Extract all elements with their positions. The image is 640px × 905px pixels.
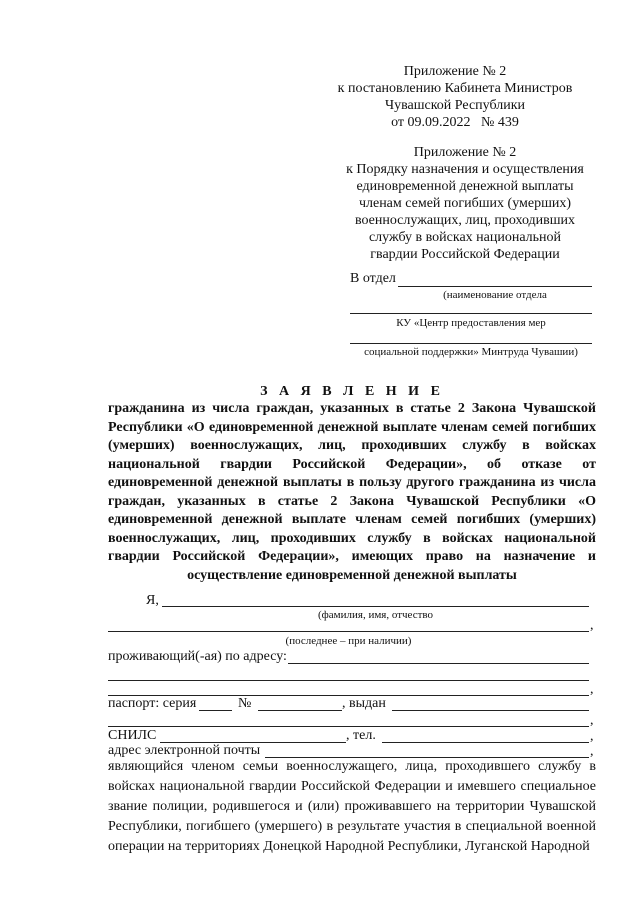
- passport-number-label: №: [238, 696, 252, 711]
- snils-label: СНИЛС: [108, 728, 157, 743]
- comma: ,: [590, 682, 594, 697]
- annex-2-line: единовременной денежной выплаты: [356, 179, 574, 194]
- annex-2-line: к Порядку назначения и осуществления: [346, 162, 584, 177]
- address-label: проживающий(-ая) по адресу:: [108, 649, 287, 664]
- comma: ,: [590, 618, 594, 633]
- annex-1-line: Чувашской Республики: [384, 98, 526, 113]
- document-title: З А Я В Л Е Н И Е: [260, 384, 444, 399]
- department-field[interactable]: [398, 286, 592, 287]
- to-department-label: В отдел: [350, 271, 396, 286]
- annex-2-line: Приложение № 2: [413, 145, 517, 160]
- annex-1-line: к постановлению Кабинета Министров: [337, 81, 573, 96]
- address-field-2[interactable]: [108, 680, 589, 681]
- center-name-line-2: социальной поддержки» Минтруда Чувашии): [364, 346, 578, 358]
- annex-2-line: членам семей погибших (умерших): [358, 196, 572, 211]
- passport-series-field[interactable]: [199, 710, 232, 711]
- document-subtitle: гражданина из числа граждан, указанных в статье 2 Закона Чувашской Республики «О единовременной денежной выплате членам семей погибших (умерших) военнослужащих, лиц, проходивших службу в войсках национальной гвардии Российской Федерации», об отказе от единовременной денежной выплаты в пользу другого гражданина из числа граждан, указанных в статье 2 Закона Чувашской Республики «О единовременной денежной выплате членам семей погибших (умерших) военнослужащих, лиц, проходивших службу в войсках национальной гвардии Российской Федерации», имеющих право на назначение и осуществление единовременной денежной выплаты: [108, 401, 596, 583]
- annex-header-1: [335, 63, 575, 131]
- body-paragraph: являющийся членом семьи военнослужащего, лица, проходившего службу в войсках национальной гвардии Российской Федерации и имевшего специальное звание полиции, родившегося и (или) проживавшего на территории Чувашской Республики, погибшего (умершего) в результате участия в специальной военной операции на территориях Донецкой Народной Республики, Луганской Народной: [108, 759, 596, 854]
- issued-by-field-2[interactable]: [108, 726, 589, 727]
- passport-series-label: паспорт: серия: [108, 696, 197, 711]
- email-label: адрес электронной почты: [108, 743, 261, 758]
- fio-caption: (фамилия, имя, отчество: [317, 609, 434, 621]
- fio-field-2[interactable]: [108, 631, 589, 632]
- department-field-2[interactable]: [350, 313, 592, 314]
- center-name-line: КУ «Центр предоставления мер: [396, 317, 546, 329]
- phone-label: , тел.: [346, 728, 376, 743]
- address-field[interactable]: [288, 663, 589, 664]
- comma: ,: [590, 729, 594, 744]
- patronymic-caption: (последнее – при наличии): [285, 635, 412, 647]
- comma: ,: [590, 744, 594, 759]
- ya-label: Я,: [146, 593, 159, 608]
- annex-1-line: Приложение № 2: [403, 64, 507, 79]
- comma: ,: [590, 713, 594, 728]
- issued-label: , выдан: [342, 696, 386, 711]
- annex-2-line: службу в войсках национальной: [368, 230, 562, 245]
- department-caption: (наименование отдела: [443, 289, 547, 301]
- annex-2-line: военнослужащих, лиц, проходивших: [354, 213, 576, 228]
- department-field-3[interactable]: [350, 343, 592, 344]
- annex-header-2: [335, 144, 595, 263]
- issued-by-field[interactable]: [392, 710, 589, 711]
- annex-1-line: от 09.09.2022 № 439: [391, 115, 519, 130]
- annex-2-line: гвардии Российской Федерации: [370, 247, 560, 262]
- passport-number-field[interactable]: [258, 710, 342, 711]
- phone-field[interactable]: [382, 742, 589, 743]
- fio-field[interactable]: [162, 606, 589, 607]
